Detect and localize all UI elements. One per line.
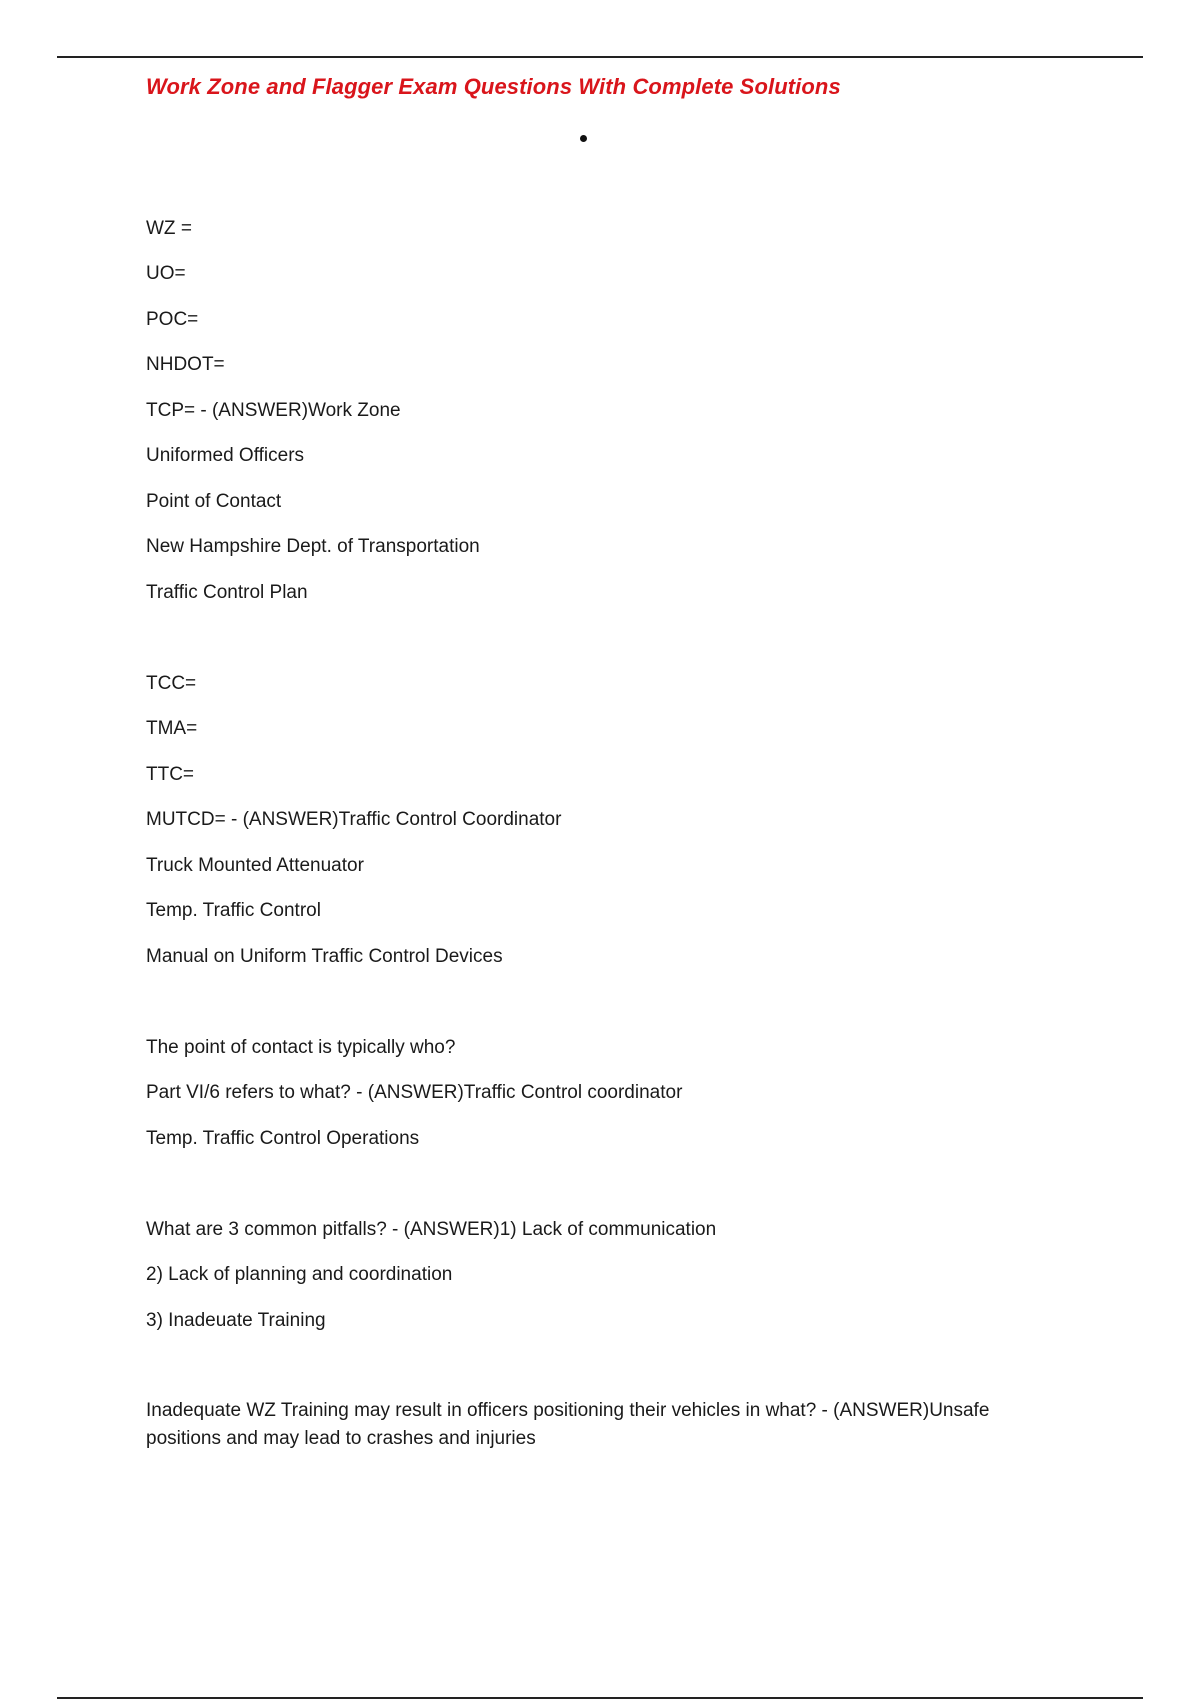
text-paragraph: Inadequate WZ Training may result in officers positioning their vehicles in what? - (ANSWER)Unsafe positions and may lead to crashes and injuries [146, 1400, 990, 1449]
text-line: The point of contact is typically who? [146, 1037, 456, 1058]
text-line: Temp. Traffic Control Operations [146, 1128, 420, 1149]
text-line: UO= [146, 263, 186, 284]
text-line: Part VI/6 refers to what? - (ANSWER)Traffic Control coordinator [146, 1082, 683, 1103]
text-line: MUTCD= - (ANSWER)Traffic Control Coordinator [146, 809, 562, 830]
text-line: What are 3 common pitfalls? - (ANSWER)1) Lack of communication [146, 1219, 717, 1240]
text-line: TTC= [146, 764, 195, 785]
text-line: Temp. Traffic Control [146, 900, 321, 921]
document-title: Work Zone and Flagger Exam Questions With Complete Solutions [146, 74, 841, 99]
text-line: Point of Contact [146, 491, 282, 512]
text-line: TCP= - (ANSWER)Work Zone [146, 400, 401, 421]
text-line: TCC= [146, 673, 197, 694]
text-line: New Hampshire Dept. of Transportation [146, 536, 480, 557]
footer-rule [57, 1697, 1143, 1699]
text-line: Uniformed Officers [146, 445, 305, 466]
text-line: Truck Mounted Attenuator [146, 855, 364, 876]
text-line: TMA= [146, 718, 198, 739]
bullet-icon [580, 135, 587, 142]
text-line: NHDOT= [146, 354, 225, 375]
text-line: 3) Inadeuate Training [146, 1310, 326, 1331]
text-line: Manual on Uniform Traffic Control Devices [146, 946, 503, 967]
text-line: WZ = [146, 218, 192, 239]
text-line: 2) Lack of planning and coordination [146, 1264, 453, 1285]
text-line: POC= [146, 309, 199, 330]
header-rule [57, 56, 1143, 58]
text-line: Traffic Control Plan [146, 582, 308, 603]
